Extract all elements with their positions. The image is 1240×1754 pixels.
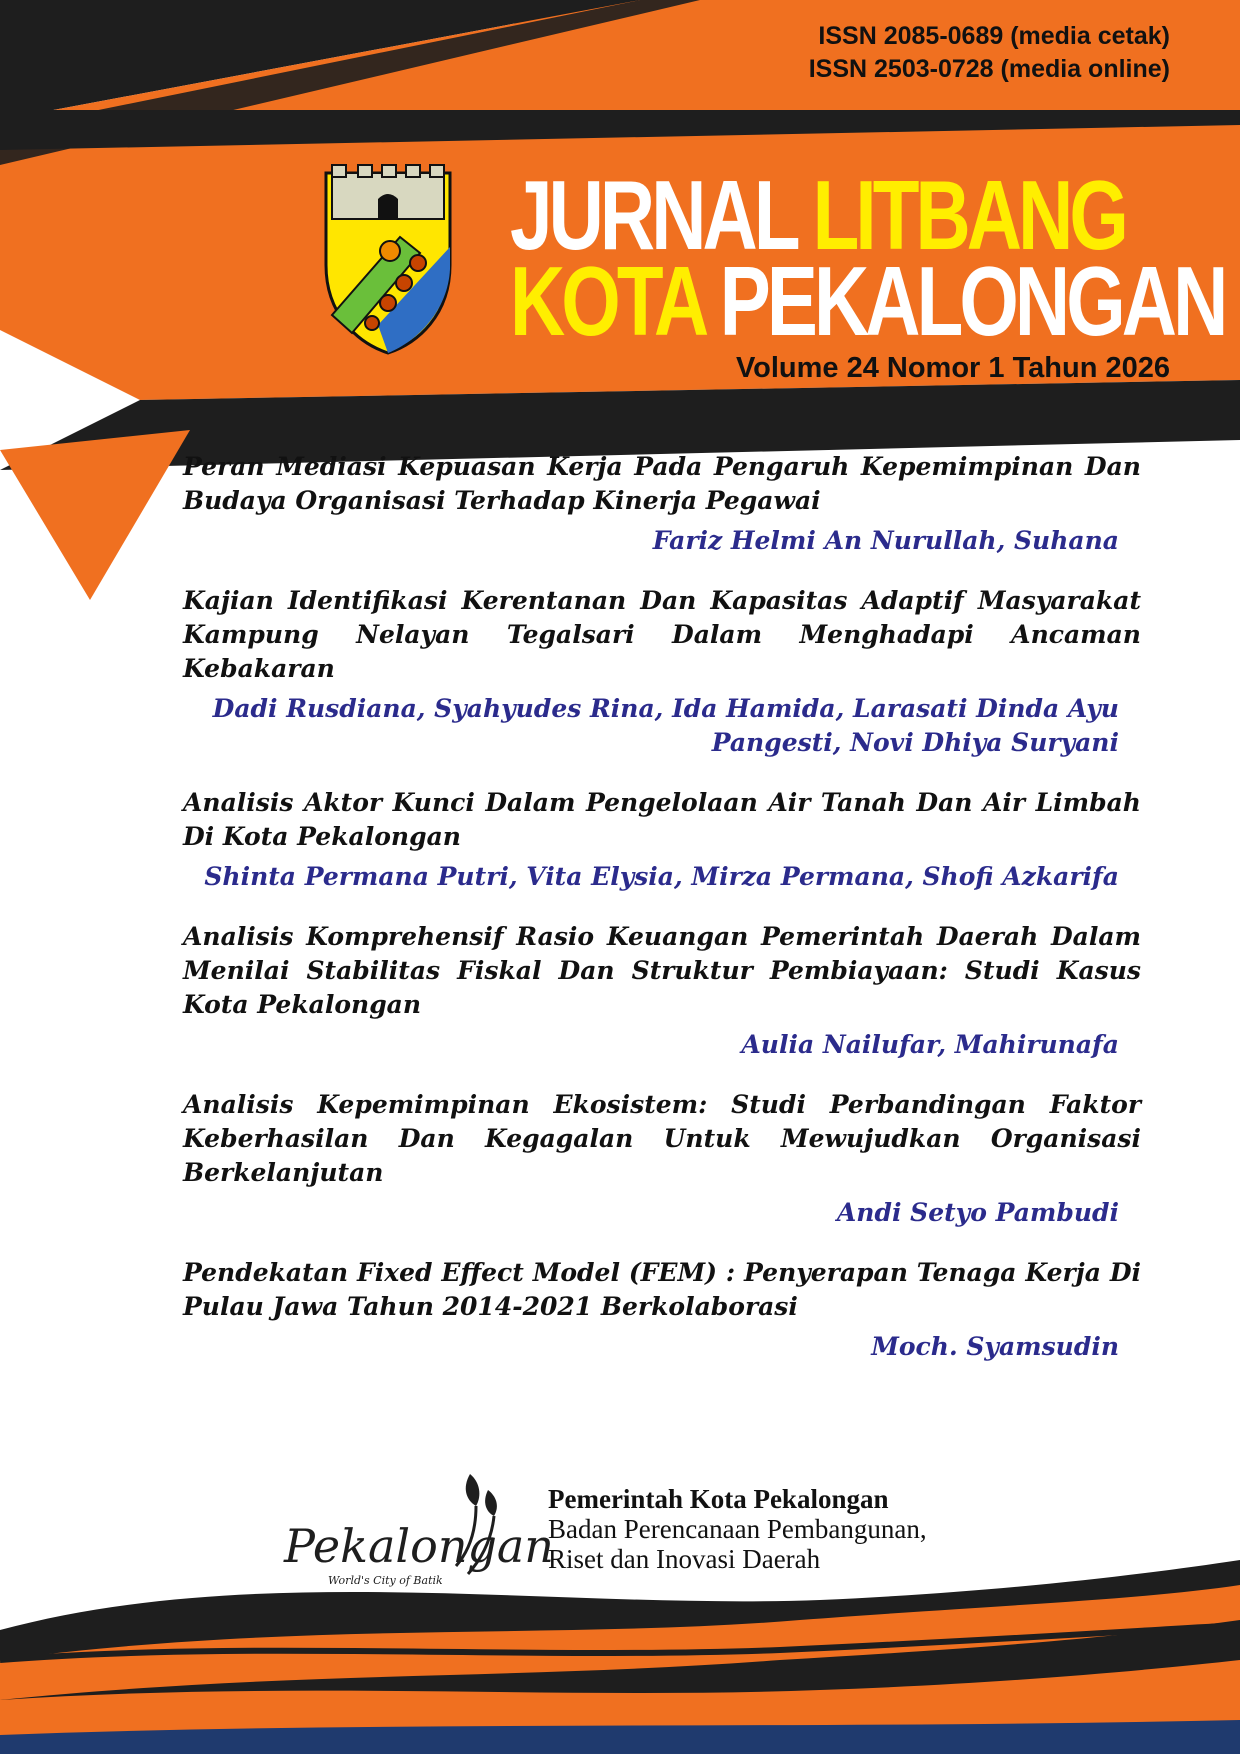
article-item [183, 450, 1141, 558]
article-authors: Dadi Rusdiana, Syahyudes Rina, Ida Hamida, Larasati Dinda Ayu Pangesti, Novi Dhiya Suryani [212, 694, 1119, 757]
article-title: Peran Mediasi Kepuasan Kerja Pada Pengaruh Kepemimpinan Dan Budaya Organisasi Terhadap Kinerja Pegawai [183, 452, 1141, 515]
issn-print: ISSN 2085-0689 (media cetak) [818, 22, 1170, 50]
article-item [183, 786, 1141, 894]
publisher-agency-line1: Badan Perencanaan Pembangunan, [548, 1514, 927, 1544]
journal-title [510, 160, 1225, 356]
article-item [183, 920, 1141, 1062]
title-line-2 [510, 246, 1225, 356]
article-authors: Fariz Helmi An Nurullah, Suhana [652, 526, 1119, 555]
article-title: Pendekatan Fixed Effect Model (FEM) : Penyerapan Tenaga Kerja Di Pulau Jawa Tahun 2014-2021 Berkolaborasi [183, 1258, 1141, 1321]
article-item [183, 1256, 1141, 1364]
title-word-kota: KOTA [510, 246, 703, 356]
title-word-pekalongan: PEKALONGAN [719, 246, 1225, 356]
article-title: Analisis Aktor Kunci Dalam Pengelolaan Air Tanah Dan Air Limbah Di Kota Pekalongan [183, 788, 1141, 851]
article-authors: Shinta Permana Putri, Vita Elysia, Mirza Permana, Shofi Azkarifa [204, 862, 1119, 891]
publisher-block [548, 1484, 927, 1574]
article-item [183, 584, 1141, 760]
article-authors: Aulia Nailufar, Mahirunafa [741, 1030, 1119, 1059]
publisher-name: Pemerintah Kota Pekalongan [548, 1484, 889, 1514]
article-title: Kajian Identifikasi Kerentanan Dan Kapasitas Adaptif Masyarakat Kampung Nelayan Tegalsari Dalam Menghadapi Ancaman Kebakaran [183, 586, 1141, 683]
pekalongan-logo [280, 1470, 554, 1600]
article-title: Analisis Kepemimpinan Ekosistem: Studi Perbandingan Faktor Keberhasilan Dan Kegagalan Untuk Mewujudkan Organisasi Berkelanjutan [183, 1090, 1141, 1187]
city-crest-emblem [318, 165, 458, 355]
article-title: Analisis Komprehensif Rasio Keuangan Pemerintah Daerah Dalam Menilai Stabilitas Fiskal Dan Struktur Pembiayaan: Studi Kasus Kota Pekalongan [183, 922, 1141, 1019]
volume-info: Volume 24 Nomor 1 Tahun 2026 [735, 352, 1170, 384]
title-word-jurnal: JURNAL [510, 160, 796, 270]
logo-tagline: World's City of Batik [328, 1574, 443, 1587]
article-item [183, 1088, 1141, 1230]
publisher-agency-line2: Riset dan Inovasi Daerah [548, 1544, 821, 1574]
article-list [183, 450, 1141, 1390]
title-word-litbang: LITBANG [812, 160, 1125, 270]
issn-block [809, 20, 1170, 86]
issn-online: ISSN 2503-0728 (media online) [808, 55, 1170, 83]
article-authors: Andi Setyo Pambudi [836, 1198, 1119, 1227]
logo-wordmark: Pekalongan [284, 1519, 554, 1573]
article-authors: Moch. Syamsudin [871, 1332, 1119, 1361]
